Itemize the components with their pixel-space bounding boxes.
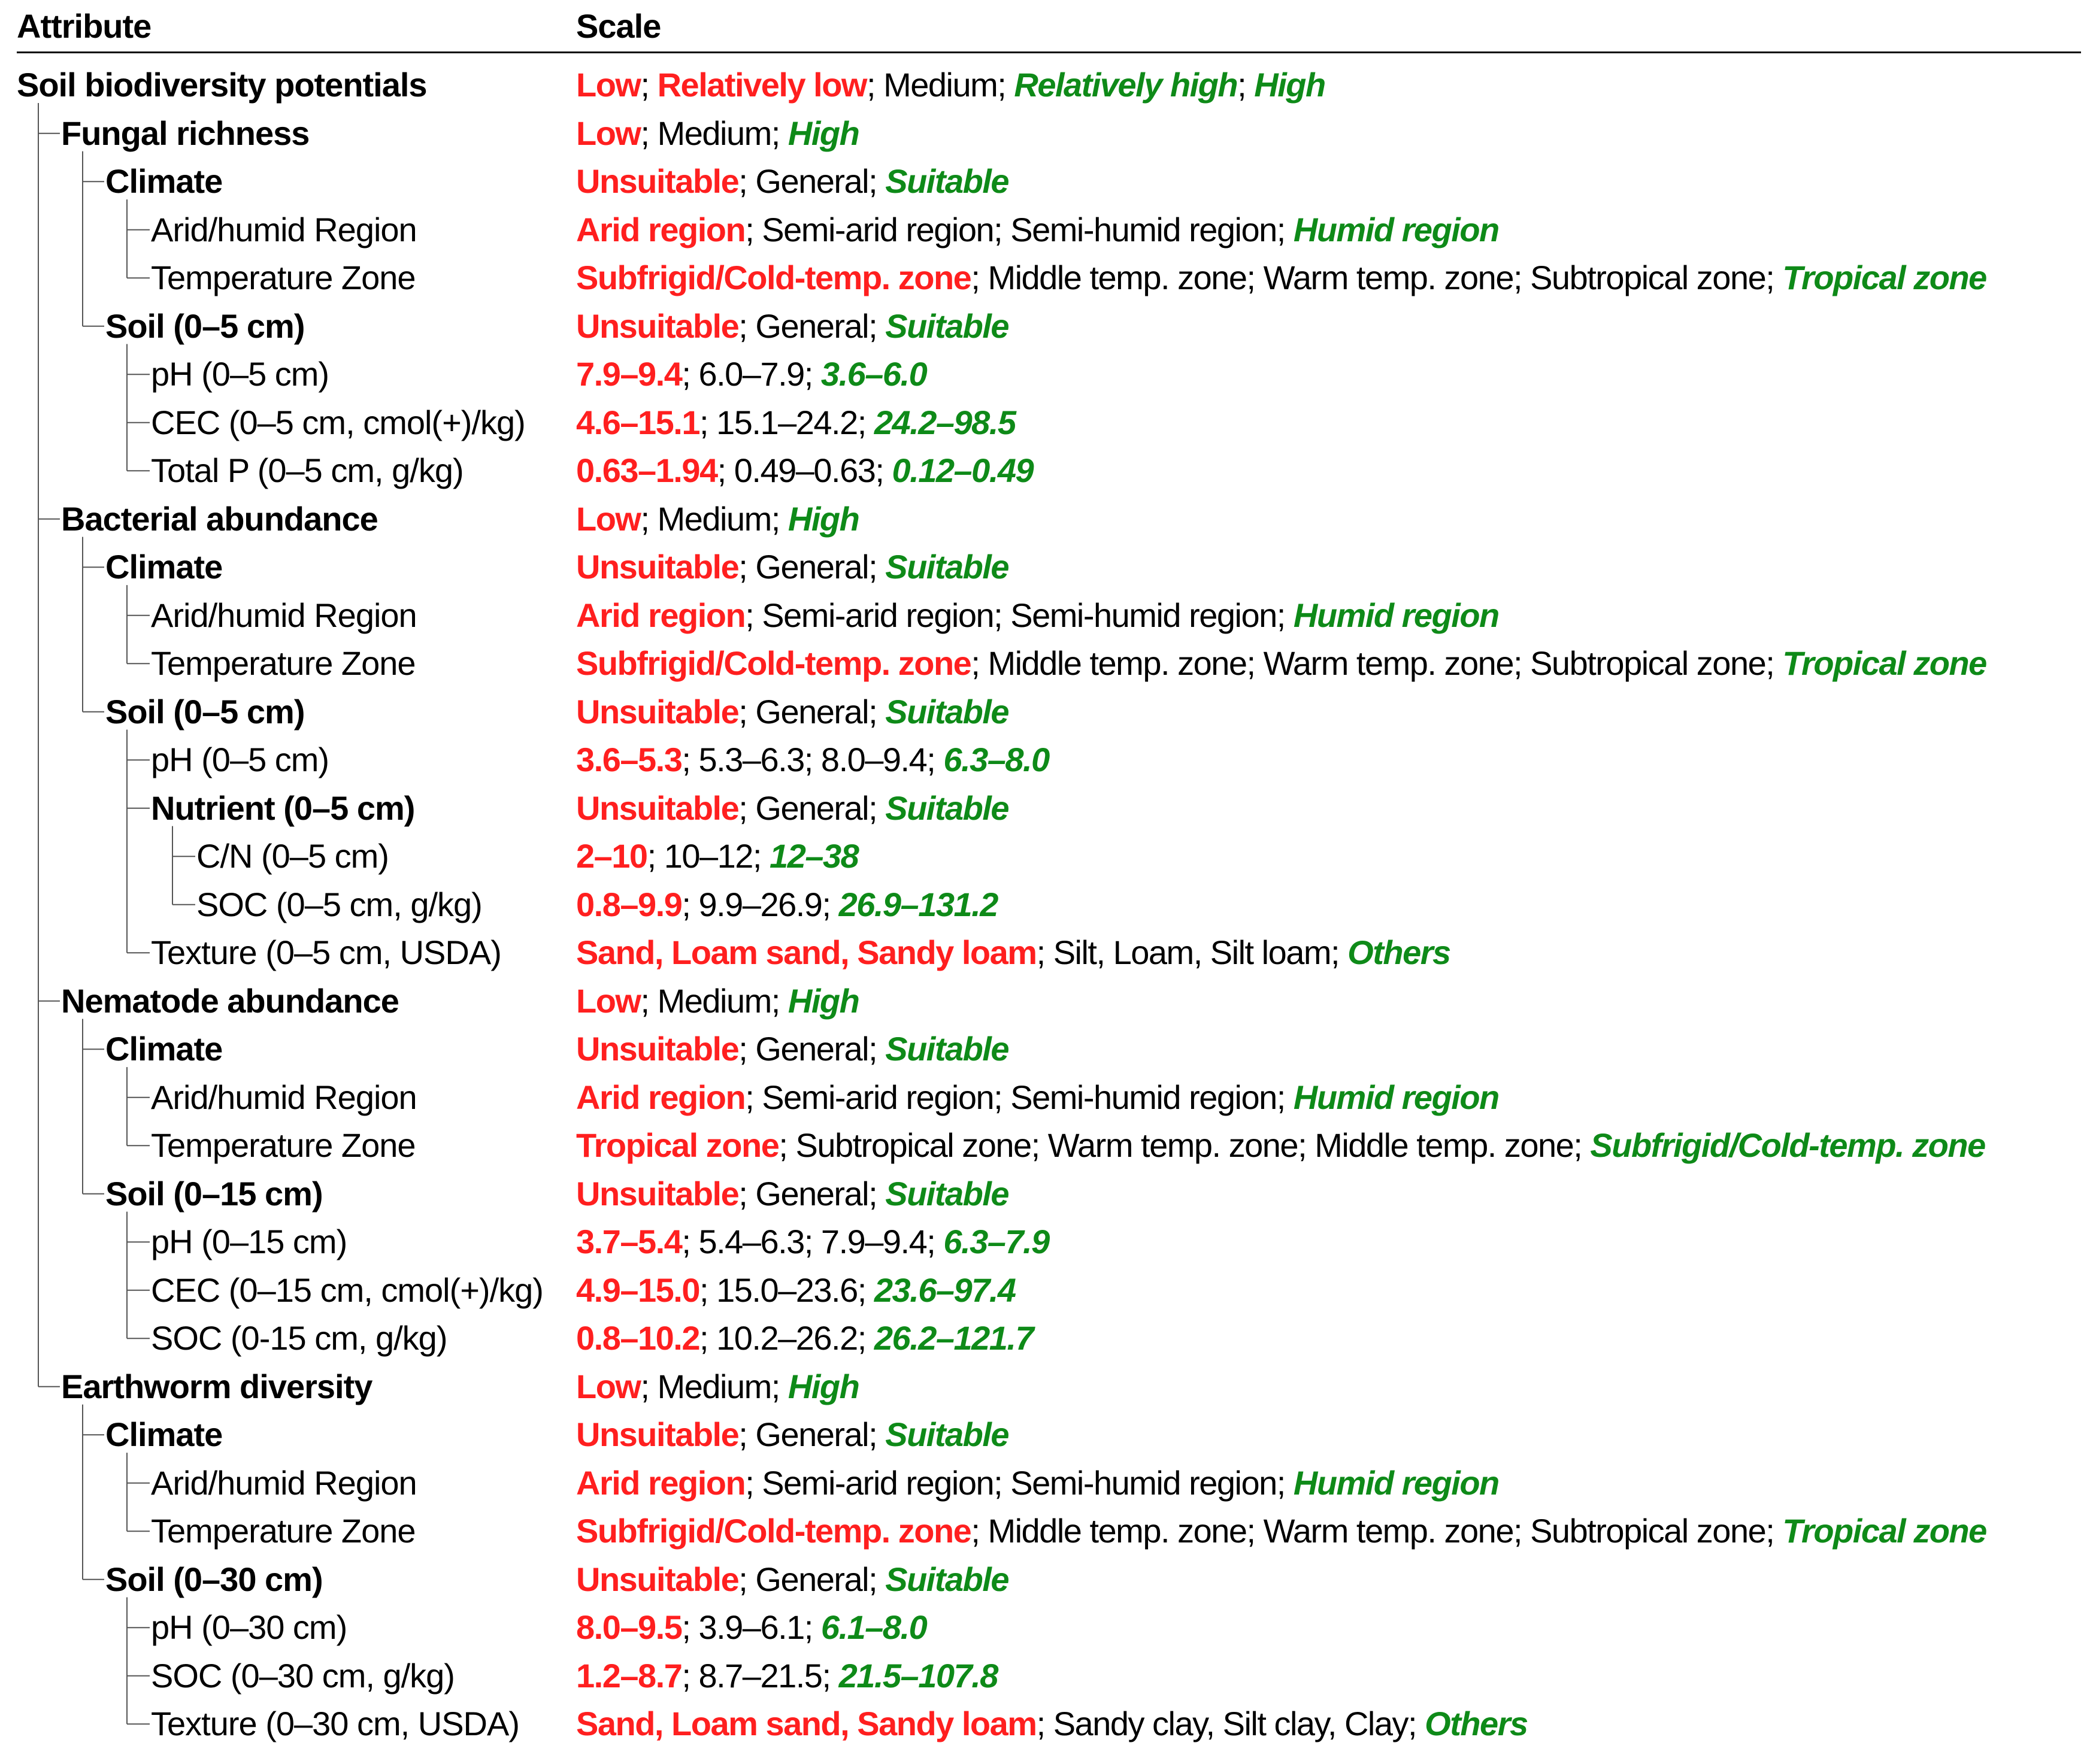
scale-middle-values: ;: [1237, 66, 1255, 104]
attribute-label: Nematode abundance: [61, 981, 399, 1020]
attribute-label: Arid/humid Region: [151, 210, 417, 248]
scale-high-value: High: [787, 1367, 859, 1405]
scale-low-value: Subfrigid/Cold-temp. zone: [576, 1512, 971, 1550]
attribute-label: Soil biodiversity potentials: [17, 66, 427, 104]
table-row: [0, 110, 2093, 157]
table-row: [0, 1363, 2093, 1411]
attribute-label: SOC (0–30 cm, g/kg): [151, 1656, 455, 1695]
scale-cell: [576, 157, 1008, 205]
scale-low-value: Unsuitable: [576, 307, 739, 345]
scale-high-value: Suitable: [885, 1030, 1009, 1068]
scale-high-value: Others: [1347, 933, 1450, 971]
scale-cell: [576, 1459, 1499, 1507]
table-row: [0, 543, 2093, 591]
scale-cell: [576, 206, 1499, 254]
table-row: [0, 1556, 2093, 1604]
scale-high-value: 21.5–107.8: [838, 1656, 998, 1695]
table-row: [0, 1314, 2093, 1362]
scale-low-value: Low: [576, 499, 641, 538]
scale-low-value: 0.8–10.2: [576, 1319, 699, 1357]
scale-cell: [576, 1556, 1008, 1604]
scale-middle-values: ; Semi-arid region; Semi-humid region;: [745, 210, 1294, 248]
scale-middle-values: ; 9.9–26.9;: [681, 885, 839, 923]
scale-middle-values: ; Medium;: [640, 981, 788, 1020]
scale-low-value: Arid region: [576, 596, 746, 634]
attribute-label: Earthworm diversity: [61, 1367, 372, 1405]
scale-high-value: Suitable: [885, 548, 1009, 586]
scale-high-value: 24.2–98.5: [874, 403, 1016, 441]
table-row: [0, 977, 2093, 1025]
attribute-label: pH (0–5 cm): [151, 741, 329, 778]
scale-high-value: High: [787, 499, 859, 538]
scale-middle-values: ; Medium;: [866, 66, 1014, 104]
scale-middle-values: ; General;: [738, 162, 886, 200]
scale-low-value: Unsuitable: [576, 1030, 739, 1068]
attribute-label: Arid/humid Region: [151, 596, 417, 634]
table-row: [0, 1700, 2093, 1748]
scale-cell: [576, 977, 859, 1025]
scale-cell: [576, 543, 1008, 591]
table-row: [0, 254, 2093, 302]
scale-cell: [576, 110, 859, 157]
scale-cell: [576, 1314, 1033, 1362]
attribute-label: C/N (0–5 cm): [196, 837, 389, 875]
header-attribute: Attribute: [17, 7, 152, 45]
attribute-label: CEC (0–5 cm, cmol(+)/kg): [151, 403, 525, 441]
scale-low-value: 2–10: [576, 837, 647, 875]
attribute-label: Texture (0–5 cm, USDA): [151, 933, 501, 971]
scale-cell: [576, 1604, 926, 1651]
scale-cell: [576, 929, 1450, 977]
scale-middle-values: ; 5.4–6.3; 7.9–9.4;: [681, 1223, 944, 1260]
scale-middle-values: ; Medium;: [640, 114, 788, 152]
scale-cell: [576, 639, 1986, 687]
table-row: [0, 881, 2093, 929]
attribute-label: Soil (0–5 cm): [105, 307, 305, 345]
scale-high-value: Humid region: [1293, 1078, 1499, 1116]
scale-middle-values: ; 6.0–7.9;: [681, 355, 821, 393]
scale-high-value: Humid region: [1293, 210, 1499, 248]
attribute-label: SOC (0–5 cm, g/kg): [196, 885, 482, 923]
attribute-label: Climate: [105, 548, 223, 586]
scale-low-value: Unsuitable: [576, 548, 739, 586]
scale-high-value: Humid region: [1293, 1463, 1499, 1502]
scale-high-value: 12–38: [770, 837, 859, 875]
table-row: [0, 206, 2093, 254]
scale-low-value: 4.6–15.1: [576, 403, 699, 441]
scale-low-value: Low: [576, 1367, 641, 1405]
scale-low-value: Low: [576, 114, 641, 152]
table-row: [0, 832, 2093, 880]
table-row: [0, 736, 2093, 784]
attribute-label: Climate: [105, 162, 223, 200]
scale-middle-values: ; General;: [738, 548, 886, 586]
attribute-label: Soil (0–15 cm): [105, 1174, 323, 1213]
scale-middle-values: ; 8.7–21.5;: [681, 1656, 839, 1695]
scale-low-value: Unsuitable: [576, 692, 739, 731]
scale-low-value: Arid region: [576, 1463, 746, 1502]
attribute-label: CEC (0–15 cm, cmol(+)/kg): [151, 1271, 543, 1309]
scale-middle-values: ; Sandy clay, Silt clay, Clay;: [1036, 1705, 1425, 1742]
scale-high-value: Suitable: [885, 162, 1009, 200]
table-row: [0, 1411, 2093, 1459]
scale-high-value: Tropical zone: [1782, 1512, 1986, 1550]
table-row: [0, 61, 2093, 109]
scale-low-value: Sand, Loam sand, Sandy loam: [576, 933, 1037, 971]
attribute-label: Fungal richness: [61, 114, 310, 152]
attribute-label: Soil (0–5 cm): [105, 692, 305, 731]
scale-high-value: Suitable: [885, 789, 1009, 827]
scale-cell: [576, 1266, 1016, 1314]
scale-high-value: 6.1–8.0: [820, 1608, 927, 1646]
scale-middle-values: ; General;: [738, 1416, 886, 1453]
table-row: [0, 592, 2093, 639]
table-row: [0, 1266, 2093, 1314]
table-row: [0, 784, 2093, 832]
scale-middle-values: ; 15.1–24.2;: [699, 403, 874, 441]
scale-low-value: Sand, Loam sand, Sandy loam: [576, 1705, 1037, 1742]
scale-low-value: Subfrigid/Cold-temp. zone: [576, 259, 971, 296]
attribute-label: Temperature Zone: [151, 1126, 416, 1164]
table-row: [0, 1074, 2093, 1122]
table-row: [0, 929, 2093, 977]
scale-high-value: Tropical zone: [1782, 644, 1986, 682]
table-row: [0, 399, 2093, 447]
table-row: [0, 639, 2093, 687]
table-row: [0, 350, 2093, 398]
scale-cell: [576, 1170, 1008, 1218]
table-row: [0, 1170, 2093, 1218]
scale-middle-values: ; 5.3–6.3; 8.0–9.4;: [681, 741, 944, 778]
scale-middle-values: ; General;: [738, 1560, 886, 1598]
scale-low-value: Low: [576, 981, 641, 1020]
scale-low-value: 7.9–9.4: [576, 355, 682, 393]
table-row: [0, 1604, 2093, 1651]
scale-middle-values: ; Middle temp. zone; Warm temp. zone; Subtropical zone;: [971, 644, 1783, 682]
scale-high-value: Suitable: [885, 1416, 1009, 1453]
scale-middle-values: ;: [640, 66, 658, 104]
scale-high-value: Others: [1425, 1705, 1528, 1742]
scale-high-value: Suitable: [885, 1174, 1009, 1213]
attribute-label: Total P (0–5 cm, g/kg): [151, 451, 464, 489]
scale-cell: [576, 350, 926, 398]
scale-high-value: Suitable: [885, 692, 1009, 731]
scale-cell: [576, 832, 858, 880]
table-row: [0, 495, 2093, 543]
scale-middle-values: ; Medium;: [640, 499, 788, 538]
attribute-label: Bacterial abundance: [61, 499, 378, 538]
scale-cell: [576, 688, 1008, 736]
attribute-label: Texture (0–30 cm, USDA): [151, 1705, 519, 1742]
scale-middle-values: ; 10.2–26.2;: [699, 1319, 874, 1357]
scale-low-value: Unsuitable: [576, 1174, 739, 1213]
scale-low-value: 8.0–9.5: [576, 1608, 682, 1646]
scale-low-value: 1.2–8.7: [576, 1656, 682, 1695]
scale-cell: [576, 592, 1499, 639]
scale-low-value: 3.7–5.4: [576, 1223, 682, 1260]
table-row: [0, 1652, 2093, 1700]
scale-high-value: 0.12–0.49: [892, 451, 1034, 489]
scale-low-value: Unsuitable: [576, 1560, 739, 1598]
scale-high-value: High: [1254, 66, 1325, 104]
scale-middle-values: ; 15.0–23.6;: [699, 1271, 874, 1309]
scale-cell: [576, 736, 1049, 784]
scale-cell: [576, 881, 998, 929]
table-row: [0, 1122, 2093, 1169]
scale-middle-values: ; Medium;: [640, 1367, 788, 1405]
scale-cell: [576, 1074, 1499, 1122]
attribute-label: Climate: [105, 1416, 223, 1453]
scale-cell: [576, 1507, 1986, 1555]
scale-cell: [576, 495, 859, 543]
attribute-label: Arid/humid Region: [151, 1463, 417, 1502]
scale-low-value: 0.8–9.9: [576, 885, 682, 923]
attribute-label: pH (0–5 cm): [151, 355, 329, 393]
scale-cell: [576, 1122, 1985, 1169]
scale-high-value: High: [787, 114, 859, 152]
scale-low-value: Relatively low: [657, 66, 867, 104]
scale-high-value: 3.6–6.0: [820, 355, 927, 393]
scale-high-value: Humid region: [1293, 596, 1499, 634]
scale-middle-values: ; Semi-arid region; Semi-humid region;: [745, 1078, 1294, 1116]
attribute-label: SOC (0-15 cm, g/kg): [151, 1319, 447, 1357]
table-row: [0, 1025, 2093, 1073]
scale-low-value: Unsuitable: [576, 162, 739, 200]
scale-high-value: Relatively high: [1014, 66, 1238, 104]
scale-high-value: 6.3–7.9: [943, 1223, 1049, 1260]
scale-middle-values: ; General;: [738, 307, 886, 345]
scale-cell: [576, 302, 1008, 350]
scale-low-value: 0.63–1.94: [576, 451, 717, 489]
scale-middle-values: ; Semi-arid region; Semi-humid region;: [745, 596, 1294, 634]
scale-low-value: 3.6–5.3: [576, 741, 682, 778]
scale-middle-values: ; General;: [738, 1030, 886, 1068]
table-row: [0, 447, 2093, 495]
scale-middle-values: ; Middle temp. zone; Warm temp. zone; Subtropical zone;: [971, 259, 1783, 296]
scale-high-value: 6.3–8.0: [943, 741, 1049, 778]
attribute-label: Arid/humid Region: [151, 1078, 417, 1116]
attribute-label: Soil (0–30 cm): [105, 1560, 323, 1598]
attribute-label: Temperature Zone: [151, 259, 416, 296]
scale-middle-values: ; General;: [738, 692, 886, 731]
scale-middle-values: ; General;: [738, 789, 886, 827]
scale-cell: [576, 1411, 1008, 1459]
header-scale: Scale: [576, 7, 661, 45]
attribute-label: pH (0–15 cm): [151, 1223, 347, 1260]
scale-high-value: 26.2–121.7: [874, 1319, 1034, 1357]
table-row: [0, 688, 2093, 736]
scale-low-value: Tropical zone: [576, 1126, 779, 1164]
attribute-label: pH (0–30 cm): [151, 1608, 347, 1646]
table-row: [0, 302, 2093, 350]
table-row: [0, 157, 2093, 205]
scale-high-value: Tropical zone: [1782, 259, 1986, 296]
table-row: [0, 1459, 2093, 1507]
attribute-label: Temperature Zone: [151, 644, 416, 682]
table-row: [0, 1218, 2093, 1266]
scale-high-value: Suitable: [885, 1560, 1009, 1598]
table-row: [0, 1507, 2093, 1555]
scale-cell: [576, 254, 1986, 302]
scale-high-value: Subfrigid/Cold-temp. zone: [1590, 1126, 1985, 1164]
scale-low-value: Unsuitable: [576, 789, 739, 827]
scale-middle-values: ; 3.9–6.1;: [681, 1608, 821, 1646]
scale-middle-values: ; Semi-arid region; Semi-humid region;: [745, 1463, 1294, 1502]
attribute-label: Nutrient (0–5 cm): [151, 789, 415, 827]
scale-low-value: 4.9–15.0: [576, 1271, 699, 1309]
scale-high-value: 23.6–97.4: [874, 1271, 1016, 1309]
scale-low-value: Arid region: [576, 210, 746, 248]
scale-cell: [576, 1218, 1049, 1266]
scale-low-value: Unsuitable: [576, 1416, 739, 1453]
scale-high-value: High: [787, 981, 859, 1020]
scale-middle-values: ; Middle temp. zone; Warm temp. zone; Subtropical zone;: [971, 1512, 1783, 1550]
scale-cell: [576, 1652, 998, 1700]
scale-low-value: Arid region: [576, 1078, 746, 1116]
scale-cell: [576, 1700, 1528, 1748]
scale-cell: [576, 784, 1008, 832]
scale-high-value: Suitable: [885, 307, 1009, 345]
scale-cell: [576, 399, 1016, 447]
scale-middle-values: ; Subtropical zone; Warm temp. zone; Middle temp. zone;: [779, 1126, 1591, 1164]
scale-low-value: Low: [576, 66, 641, 104]
scale-low-value: Subfrigid/Cold-temp. zone: [576, 644, 971, 682]
scale-cell: [576, 1025, 1008, 1073]
scale-middle-values: ; Silt, Loam, Silt loam;: [1036, 933, 1348, 971]
scale-middle-values: ; 10–12;: [647, 837, 770, 875]
scale-high-value: 26.9–131.2: [838, 885, 998, 923]
attribute-label: Climate: [105, 1030, 223, 1068]
scale-cell: [576, 447, 1033, 495]
attribute-label: Temperature Zone: [151, 1512, 416, 1550]
scale-cell: [576, 1363, 859, 1411]
scale-middle-values: ; General;: [738, 1174, 886, 1213]
scale-middle-values: ; 0.49–0.63;: [717, 451, 892, 489]
scale-cell: [576, 61, 1325, 109]
